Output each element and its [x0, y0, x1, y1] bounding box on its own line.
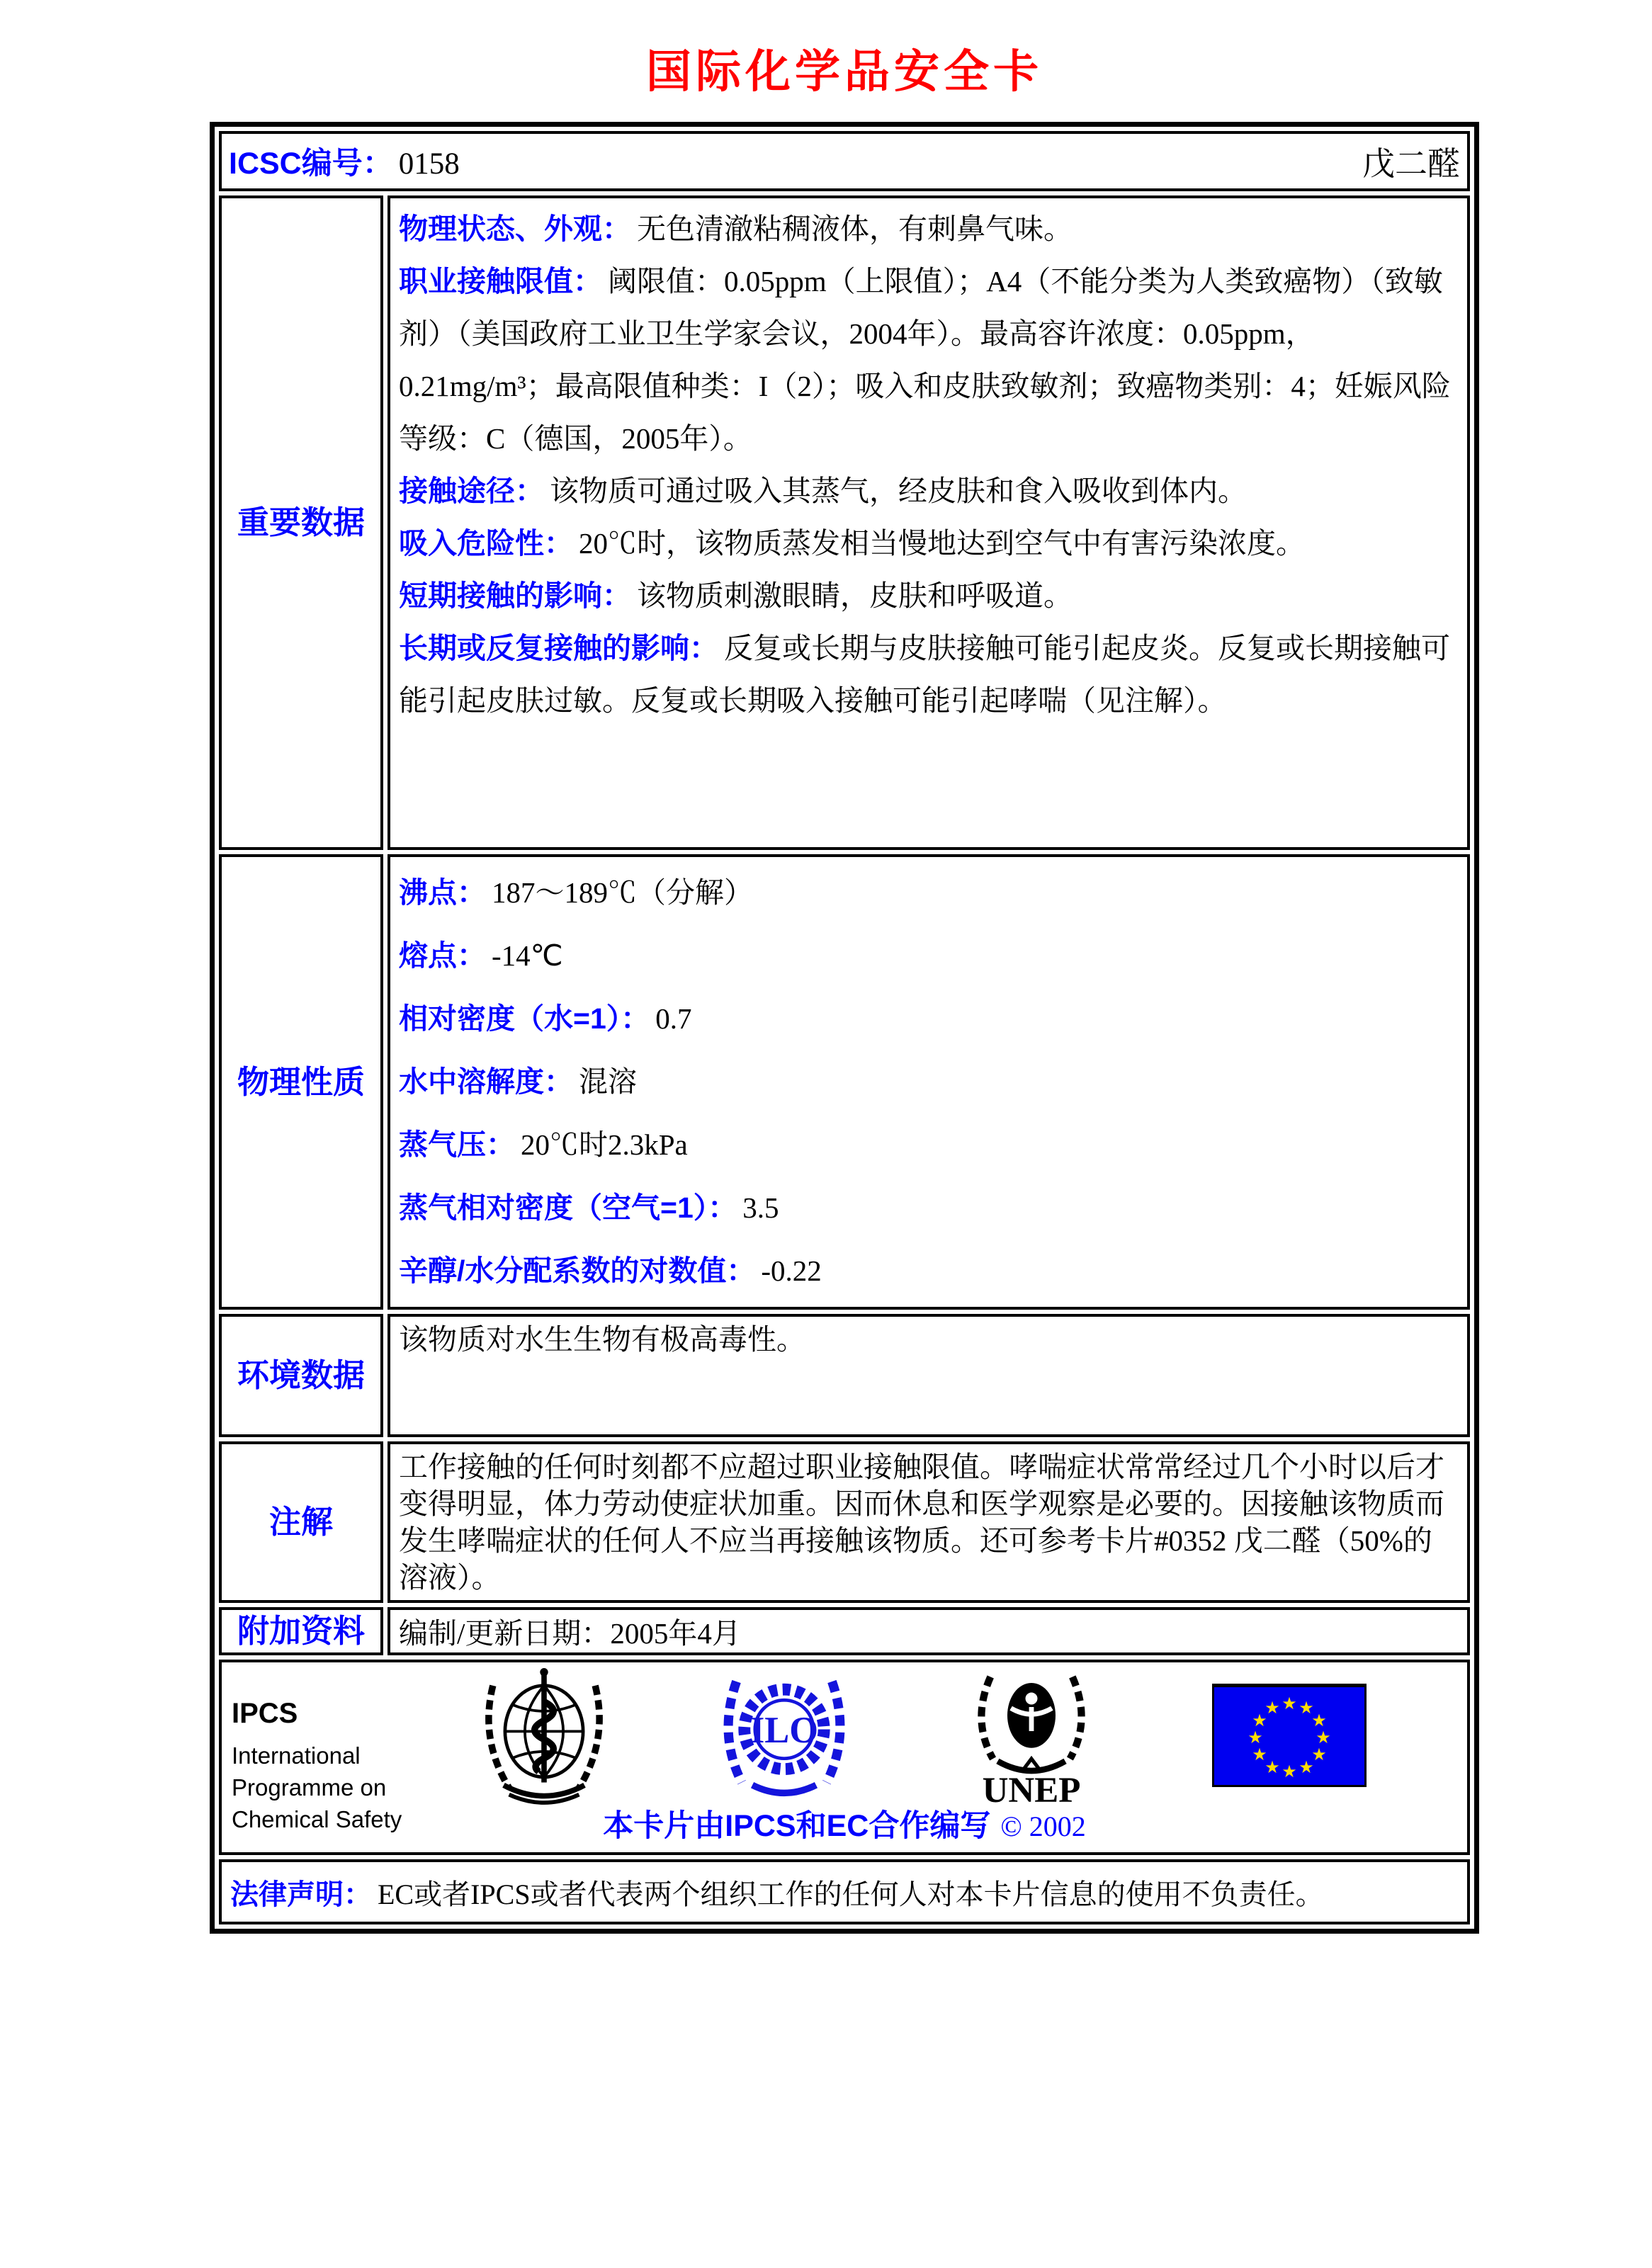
section-content-important-data: [387, 195, 1470, 850]
ipcs-title: IPCS: [232, 1698, 298, 1729]
logos-cell: [219, 1660, 1470, 1855]
icsc-header-cell: [219, 131, 1470, 191]
unep-logo-icon: [971, 1669, 1092, 1808]
chemical-name: 戊二醛: [1362, 145, 1460, 182]
legal-statement: [222, 1862, 1467, 1922]
who-logo-icon: [477, 1667, 611, 1805]
svg-text:★: ★: [1316, 1728, 1331, 1747]
field-label: 相对密度（水=1）：: [399, 1002, 650, 1035]
field-vapor-relative-density: [399, 1176, 1459, 1240]
ipcs-line: Programme on: [232, 1774, 387, 1801]
field-boiling-point: [399, 861, 1459, 924]
section-content-physical-properties: [387, 854, 1470, 1310]
ipcs-line: International: [232, 1742, 361, 1769]
field-value: -0.22: [761, 1254, 822, 1287]
notes-text: 工作接触的任何时刻都不应超过职业接触限值。哮喘症状常常经过几个小时以后才变得明显，体力劳动使症状加重。因而休息和医学观察是必要的。因接触该物质而发生哮喘症状的任何人不应当再接触该物质。还可参考卡片#0352 戊二醛（50%的溶液）。: [399, 1451, 1444, 1594]
section-label-physical-properties: 物理性质: [219, 854, 383, 1310]
field-value: -14℃: [492, 939, 563, 972]
section-content-notes: [387, 1441, 1470, 1603]
svg-text:★: ★: [1252, 1745, 1267, 1764]
logos-row: [222, 1662, 1467, 1852]
svg-text:★: ★: [1311, 1711, 1327, 1730]
section-label-additional-info: 附加资料: [219, 1607, 383, 1655]
additional-info-text: 编制/更新日期：2005年4月: [399, 1617, 741, 1650]
icsc-number-label: ICSC编号：: [229, 147, 393, 181]
field-water-solubility: [399, 1050, 1459, 1113]
legal-text: EC或者IPCS或者代表两个组织工作的任何人对本卡片信息的使用不负责任。: [378, 1878, 1324, 1910]
field-label: 接触途径：: [399, 475, 544, 507]
field-label: 吸入危险性：: [399, 527, 573, 560]
field-value: 反复或长期与皮肤接触可能引起皮炎。反复或长期接触可能引起皮肤过敏。反复或长期吸入接触可能引起哮喘（见注解）。: [399, 632, 1450, 717]
field-relative-density: [399, 987, 1459, 1050]
svg-text:★: ★: [1299, 1757, 1314, 1777]
field-value: 187～189℃（分解）: [492, 876, 753, 909]
field-label: 熔点：: [399, 939, 486, 972]
field-value: 该物质可通过吸入其蒸气，经皮肤和食入吸收到体内。: [550, 475, 1247, 507]
svg-text:★: ★: [1248, 1728, 1263, 1747]
field-value: 3.5: [742, 1191, 779, 1224]
field-vapor-pressure: [399, 1113, 1459, 1176]
field-label: 蒸气压：: [399, 1128, 515, 1161]
icsc-card-table: [210, 122, 1479, 1934]
field-label: 长期或反复接触的影响：: [399, 632, 718, 664]
svg-text:★: ★: [1265, 1698, 1280, 1718]
section-label-environmental-data: 环境数据: [219, 1314, 383, 1437]
section-label-important-data: 重要数据: [219, 195, 383, 850]
field-label: 物理状态、外观：: [399, 212, 631, 245]
environmental-data-text: 该物质对水生生物有极高毒性。: [399, 1323, 805, 1356]
ilo-logo-icon: [718, 1671, 851, 1797]
field-octanol-water-partition: [399, 1240, 1459, 1303]
field-value: 20℃时，该物质蒸发相当慢地达到空气中有害污染浓度。: [579, 527, 1305, 560]
field-value: 无色清澈粘稠液体，有刺鼻气味。: [637, 212, 1073, 245]
field-melting-point: [399, 924, 1459, 987]
field-value: 该物质刺激眼睛，皮肤和呼吸道。: [637, 579, 1073, 612]
field-inhalation-risk: [399, 517, 1459, 569]
legal-cell: [219, 1859, 1470, 1924]
field-label: 水中溶解度：: [399, 1065, 573, 1098]
field-routes-of-exposure: [399, 465, 1459, 517]
eu-flag-icon: [1212, 1684, 1367, 1787]
field-long-term-effects: [399, 622, 1459, 727]
field-label: 辛醇/水分配系数的对数值：: [399, 1254, 756, 1287]
svg-text:★: ★: [1282, 1762, 1297, 1781]
ilo-letters: ILO: [749, 1710, 819, 1752]
field-occupational-exposure-limits: [399, 255, 1459, 465]
field-label: 短期接触的影响：: [399, 579, 631, 612]
field-value: 阈限值：0.05ppm（上限值）；A4（不能分类为人类致癌物）（致敏剂）（美国政府工业卫生学家会议，2004年）。最高容许浓度：0.05ppm，0.21mg/m³；最高限值种类：I（2）；吸入和皮肤致敏剂；致癌物类别：4；妊娠风险等级：C（德国，2005年）。: [399, 265, 1451, 455]
field-label: 沸点：: [399, 876, 486, 909]
section-content-additional-info: [387, 1607, 1470, 1655]
svg-text:★: ★: [1252, 1711, 1267, 1730]
field-value: 0.7: [655, 1002, 692, 1035]
ipcs-line: Chemical Safety: [232, 1806, 402, 1832]
icsc-number-group: [229, 140, 460, 183]
field-value: 混溶: [579, 1065, 637, 1098]
legal-label: 法律声明：: [230, 1878, 372, 1910]
page-title: 国际化学品安全卡: [646, 47, 1043, 97]
credit-line: [222, 1802, 1467, 1845]
field-short-term-effects: [399, 569, 1459, 622]
icsc-number-value: 0158: [398, 147, 460, 181]
field-value: 20℃时2.3kPa: [521, 1128, 688, 1161]
icsc-header-bar: [222, 134, 1467, 188]
svg-text:★: ★: [1299, 1698, 1314, 1718]
svg-text:★: ★: [1282, 1694, 1297, 1713]
unep-letters: UNEP: [982, 1771, 1081, 1808]
field-physical-state: [399, 203, 1459, 255]
section-label-notes: 注解: [219, 1441, 383, 1603]
field-label: 职业接触限值：: [399, 265, 602, 297]
section-content-environmental-data: [387, 1314, 1470, 1437]
copyright-text: © 2002: [1000, 1810, 1086, 1842]
credit-text: 本卡片由IPCS和EC合作编写: [603, 1809, 991, 1843]
svg-text:★: ★: [1265, 1757, 1280, 1777]
svg-text:★: ★: [1311, 1745, 1327, 1764]
field-label: 蒸气相对密度（空气=1）：: [399, 1191, 737, 1224]
